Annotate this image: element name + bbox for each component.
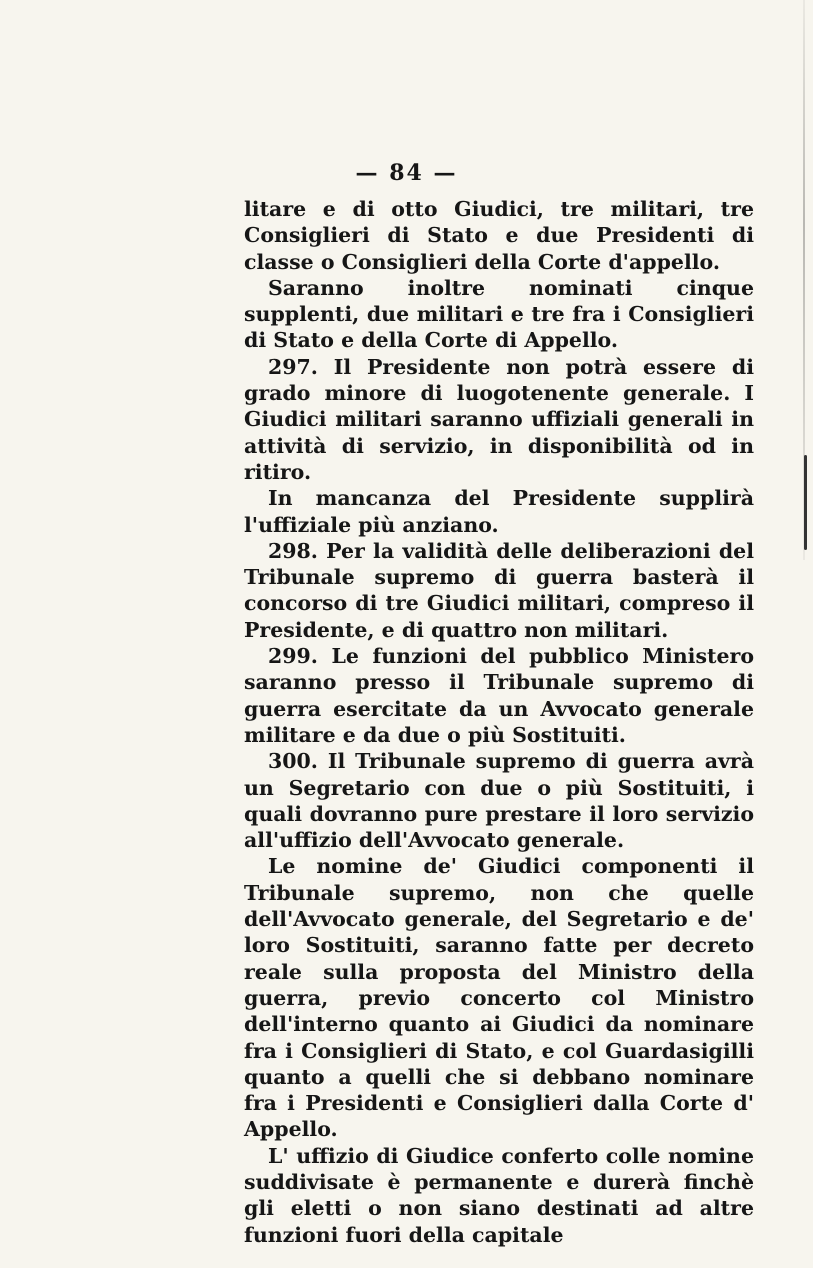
- page-edge-mark: [804, 455, 807, 550]
- paragraph: In mancanza del Presidente supplirà l'uffiziale più anziano.: [244, 486, 754, 537]
- page-number: — 84 —: [355, 160, 458, 186]
- article-298: 298. Per la validità delle deliberazioni del Tribunale supremo di guerra basterà il concorso di tre Giudici militari, compreso il Presidente, e di quattro non militari.: [244, 538, 754, 642]
- paragraph: L' uffizio di Giudice conferto colle nomine suddivisate è permanente e durerà finchè gli eletti o non siano destinati ad altre funzioni fuori della capitale: [244, 1143, 754, 1247]
- body-text: [244, 196, 754, 1248]
- article-297: 297. Il Presidente non potrà essere di grado minore di luogotenente generale. I Giudici militari saranno uffiziali generali in attività di servizio, in disponibilità od in ritiro.: [244, 354, 754, 484]
- article-299: 299. Le funzioni del pubblico Ministero saranno presso il Tribunale supremo di guerra esercitate da un Avvocato generale militare e da due o più Sostituiti.: [244, 644, 754, 747]
- paragraph: litare e di otto Giudici, tre militari, tre Consiglieri di Stato e due Presidenti di classe o Consiglieri della Corte d'appello.: [244, 197, 754, 274]
- paragraph: Le nomine de' Giudici componenti il Tribunale supremo, non che quelle dell'Avvocato generale, del Segretario e de' loro Sostituiti, saranno fatte per decreto reale sulla proposta del Ministro della guerra, previo concerto col Ministro dell'interno quanto ai Giudici da nominare fra i Consiglieri di Stato, e col Guardasigilli quanto a quelli che si debbano nominare fra i Presidenti e Consiglieri dalla Corte d' Appello.: [244, 854, 754, 1142]
- article-300: 300. Il Tribunale supremo di guerra avrà un Segretario con due o più Sostituiti, i quali dovranno pure prestare il loro servizio all'uffizio dell'Avvocato generale.: [244, 749, 754, 853]
- paragraph: Saranno inoltre nominati cinque supplenti, due militari e tre fra i Consiglieri di Stato e della Corte di Appello.: [244, 275, 754, 353]
